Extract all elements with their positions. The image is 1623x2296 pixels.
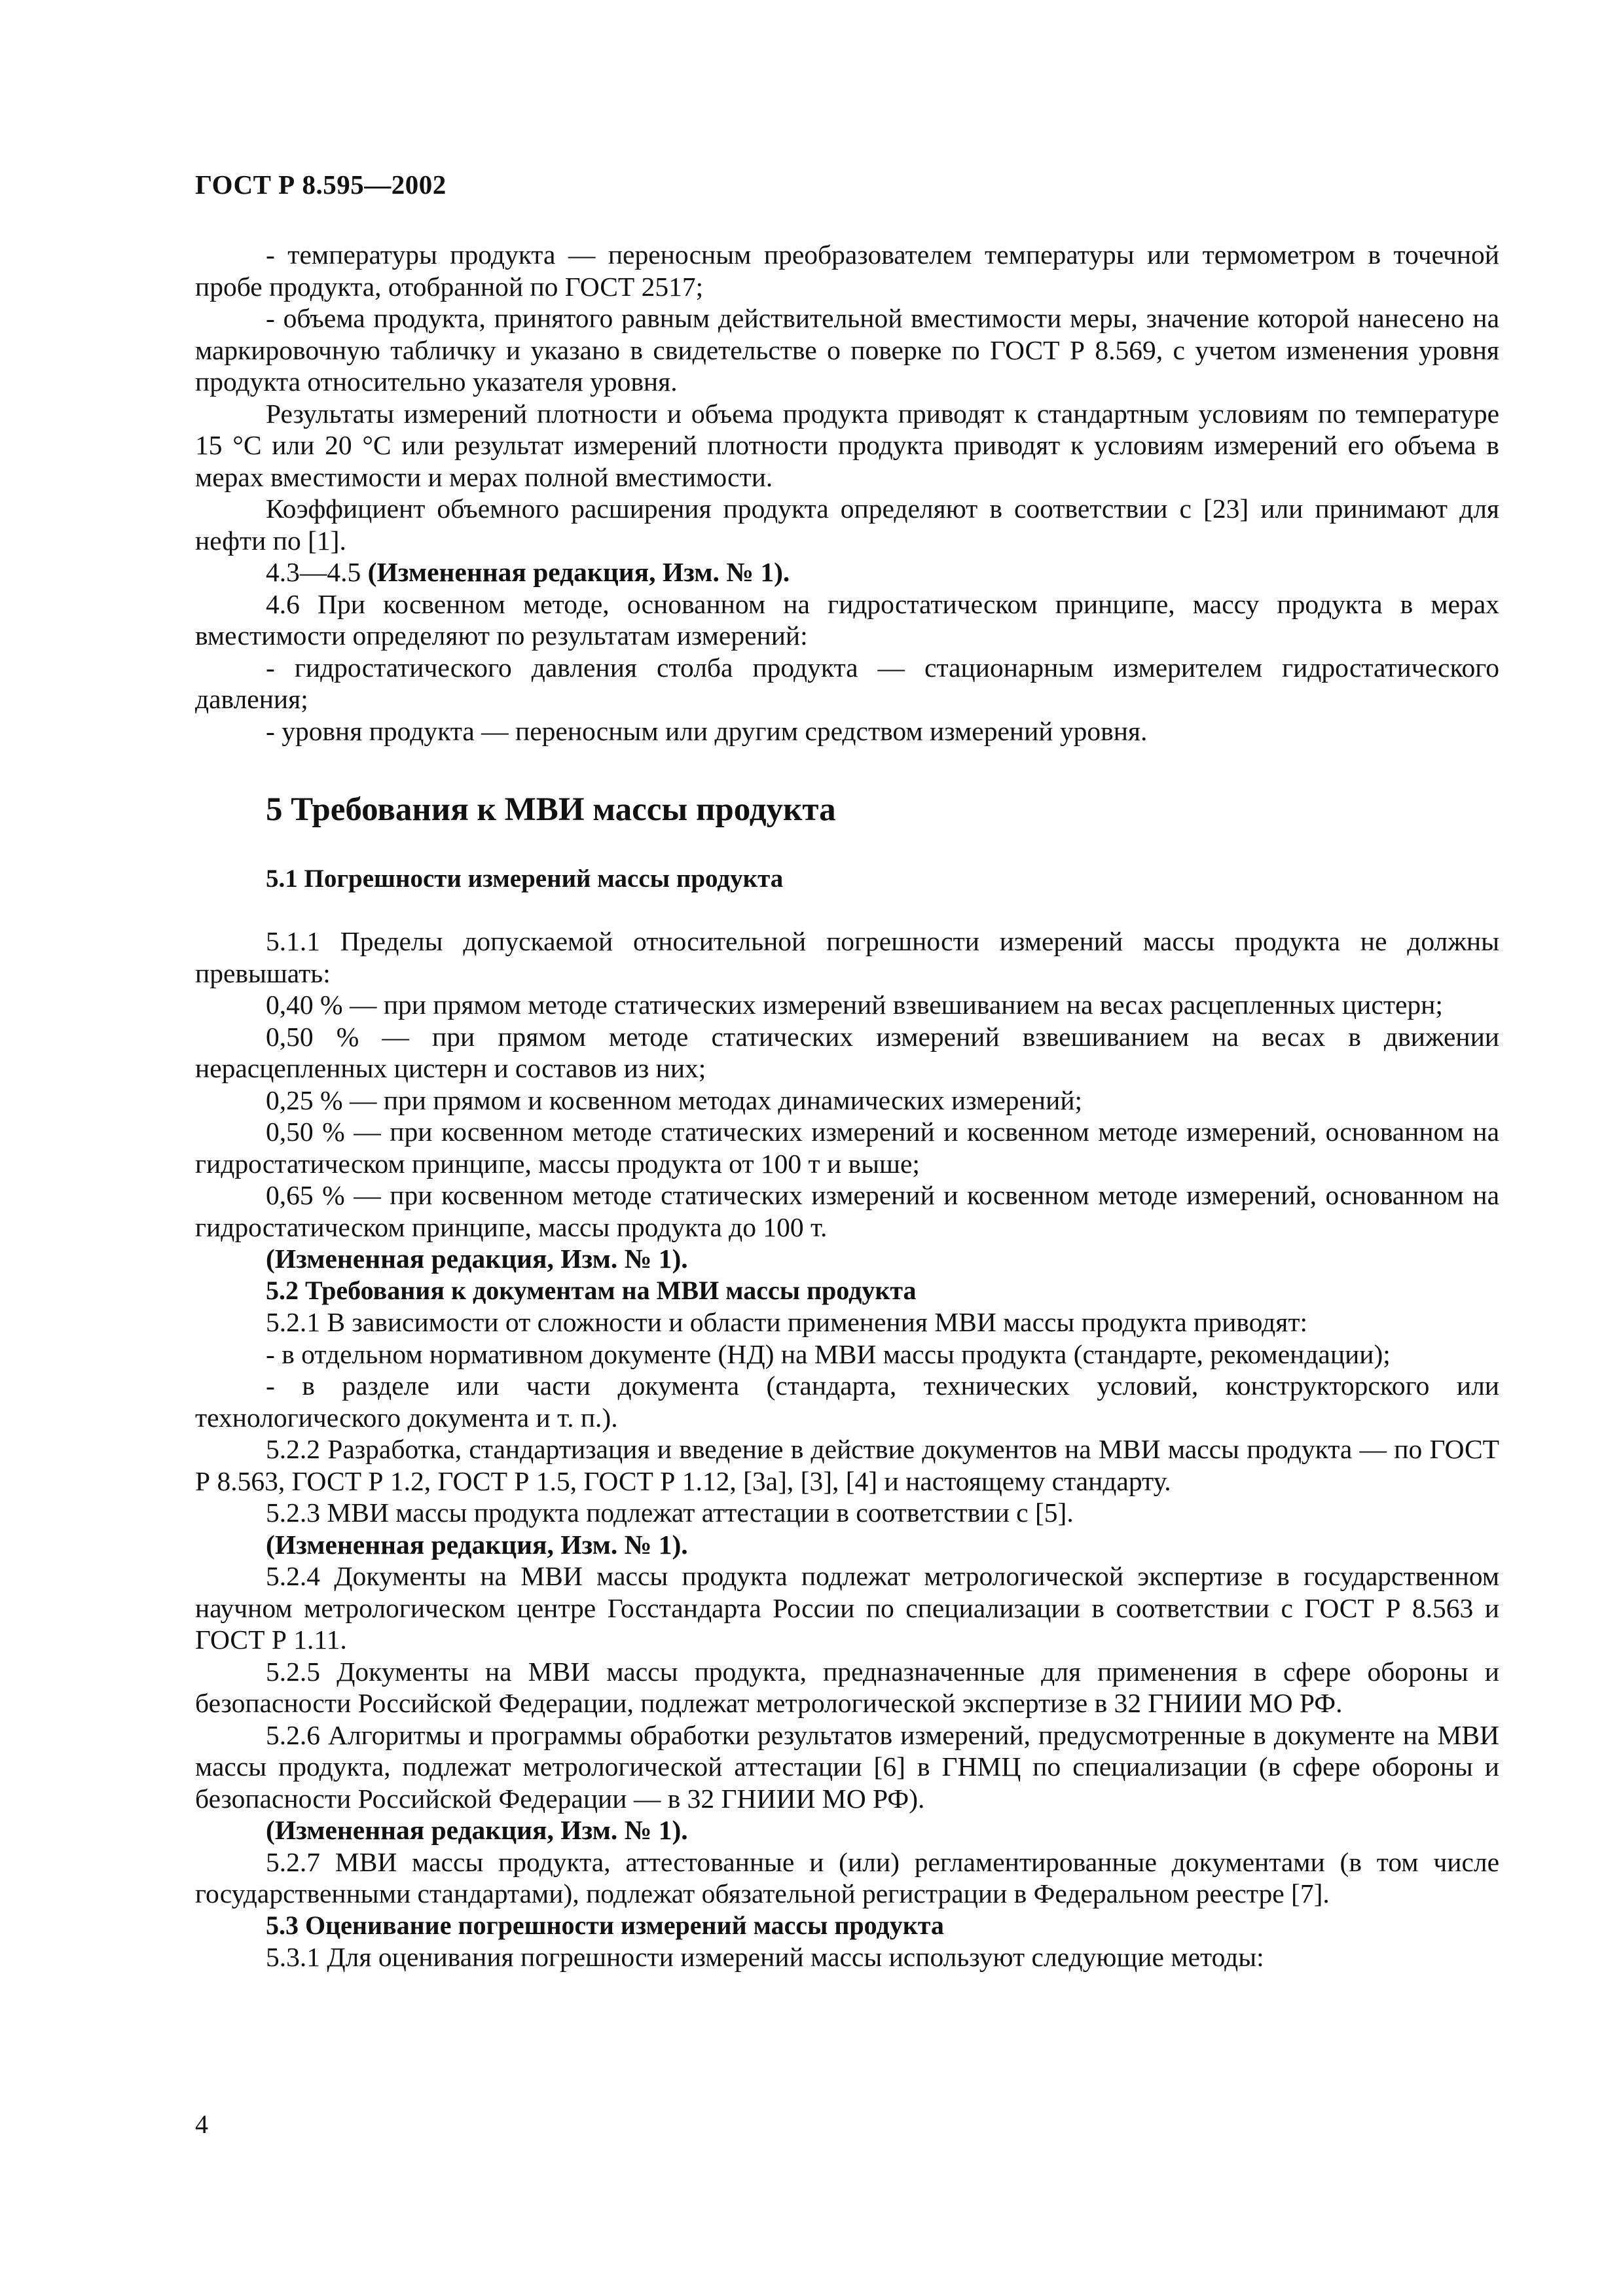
- subsection-heading: 5.2 Требования к документам на МВИ массы продукта: [266, 1275, 917, 1305]
- paragraph: - уровня продукта — переносным или другим средством измерений уровня.: [266, 715, 1148, 746]
- paragraph: 0,25 % — при прямом и косвенном методах динамических измерений;: [266, 1085, 1083, 1115]
- paragraph: - в отдельном нормативном документе (НД) на МВИ массы продукта (стандарте, рекомендации);: [266, 1338, 1391, 1369]
- paragraph: 5.2.3 МВИ массы продукта подлежат аттестации в соответствии с [5].: [266, 1498, 1074, 1528]
- amendment-note: (Измененная редакция, Изм. № 1).: [266, 1815, 688, 1845]
- paragraph: 0,50 % — при косвенном методе статических измерений и косвенном методе измерений, основанном на гидростатическом принципе, массы продукта от 100 т и выше;: [195, 1117, 1499, 1179]
- paragraph: 5.2.1 В зависимости от сложности и области применения МВИ массы продукта приводят:: [266, 1307, 1308, 1337]
- paragraph: Коэффициент объемного расширения продукта определяют в соответствии с [23] или принимают для нефти по [1].: [195, 493, 1499, 556]
- paragraph: 5.2.2 Разработка, стандартизация и введение в действие документов на МВИ массы продукта — по ГОСТ Р 8.563, ГОСТ Р 1.2, ГОСТ Р 1.5, ГОСТ Р 1.12, [3а], [3], [4] и настоящему стандарту.: [195, 1434, 1499, 1496]
- paragraph: 4.6 При косвенном методе, основанном на гидростатическом принципе, массу продукта в мерах вместимости определяют по результатам измерений:: [195, 588, 1499, 651]
- body-text: [195, 239, 1499, 1973]
- amendment-note: (Измененная редакция, Изм. № 1).: [266, 1244, 688, 1274]
- paragraph: - температуры продукта — переносным преобразователем температуры или термометром в точечной пробе продукта, отобранной по ГОСТ 2517;: [195, 240, 1499, 302]
- paragraph: - объема продукта, принятого равным действительной вместимости меры, значение которой нанесено на маркировочную табличку и указано в свидетельстве о поверке по ГОСТ Р 8.569, с учетом изменения уровня продукта относительно указателя уровня.: [195, 303, 1499, 397]
- paragraph: 0,40 % — при прямом методе статических измерений взвешиванием на весах расцепленных цистерн;: [266, 990, 1443, 1020]
- paragraph: 5.2.4 Документы на МВИ массы продукта подлежат метрологической экспертизе в государственном научном метрологическом центре Госстандарта России по специализации в соответствии с ГОСТ Р 8.563 и ГОСТ Р 1.11.: [195, 1561, 1499, 1655]
- paragraph: 5.2.7 МВИ массы продукта, аттестованные и (или) регламентированные документами (в том числе государственными стандартами), подлежат обязательной регистрации в Федеральном реестре [7].: [195, 1846, 1499, 1909]
- paragraph: 5.3.1 Для оценивания погрешности измерений массы используют следующие методы:: [266, 1942, 1264, 1972]
- amendment-note: [195, 556, 1499, 588]
- amendment-text: (Измененная редакция, Изм. № 1).: [367, 557, 790, 587]
- paragraph: 0,50 % — при прямом методе статических измерений взвешиванием на весах в движении нерасцепленных цистерн и составов из них;: [195, 1021, 1499, 1083]
- subsection-heading: 5.3 Оценивание погрешности измерений массы продукта: [266, 1910, 944, 1940]
- paragraph: Результаты измерений плотности и объема продукта приводят к стандартным условиям по температуре 15 °С или 20 °С или результат измерений плотности продукта приводят к условиям измерений его объема в мерах вместимости и мерах полной вместимости.: [195, 398, 1499, 492]
- page-number: 4: [195, 2109, 208, 2139]
- section-heading: 5 Требования к МВИ массы продукта: [266, 791, 836, 828]
- amendment-note: (Измененная редакция, Изм. № 1).: [266, 1529, 688, 1560]
- paragraph: 5.1.1 Пределы допускаемой относительной погрешности измерений массы продукта не должны превышать:: [195, 926, 1499, 988]
- paragraph: - гидростатического давления столба продукта — стационарным измерителем гидростатического давления;: [195, 652, 1499, 714]
- paragraph: 5.2.6 Алгоритмы и программы обработки результатов измерений, предусмотренные в документе на МВИ массы продукта, подлежат метрологической аттестации [6] в ГНМЦ по специализации (в сфере обороны и безопасности Российской Федерации — в 32 ГНИИИ МО РФ).: [195, 1719, 1499, 1814]
- paragraph: - в разделе или части документа (стандарта, технических условий, конструкторского или технологического документа и т. п.).: [195, 1371, 1499, 1433]
- paragraph: 5.2.5 Документы на МВИ массы продукта, предназначенные для применения в сфере обороны и безопасности Российской Федерации, подлежат метрологической экспертизе в 32 ГНИИИ МО РФ.: [195, 1656, 1499, 1718]
- paragraph: 0,65 % — при косвенном методе статических измерений и косвенном методе измерений, основанном на гидростатическом принципе, массы продукта до 100 т.: [195, 1180, 1499, 1242]
- running-header: ГОСТ Р 8.595—2002: [195, 170, 447, 200]
- subsection-heading: 5.1 Погрешности измерений массы продукта: [266, 865, 784, 893]
- amendment-prefix: 4.3—4.5: [266, 557, 368, 587]
